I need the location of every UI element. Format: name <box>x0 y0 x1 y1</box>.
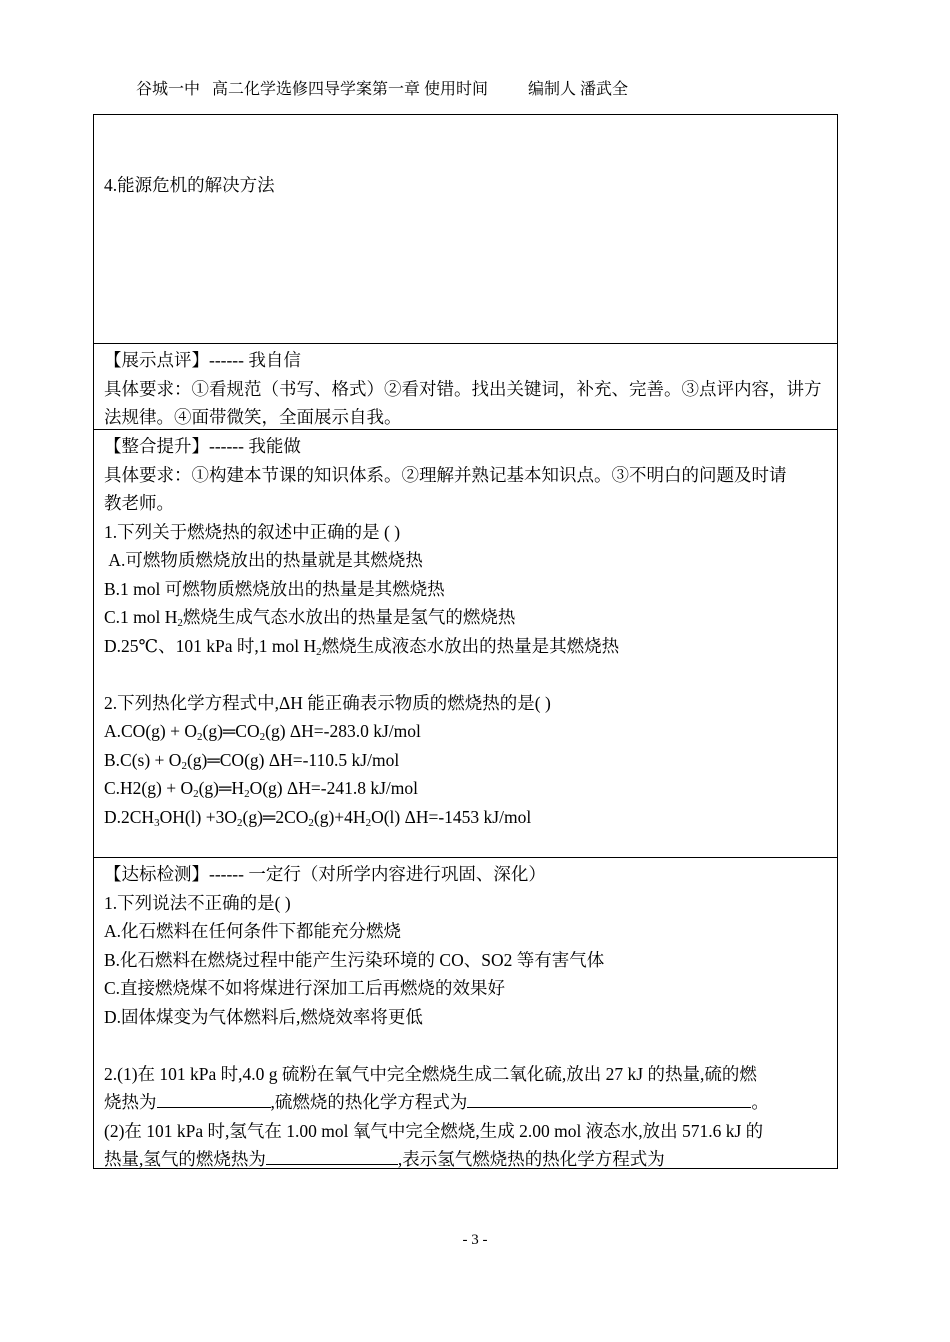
q1-option-d: D.25℃、101 kPa 时,1 mol $H_2$燃烧生成液态水放出的热量是其燃烧热 <box>104 635 620 658</box>
assess-q2-part2-line1: (2)在 101 kPa 时,氢气在 1.00 mol 氧气中完全燃烧,生成 2.00 mol 液态水,放出 571.6 kJ 的 <box>104 1120 764 1141</box>
integration-requirement-line1: 具体要求：①构建本节课的知识体系。②理解并熟记基本知识点。③不明白的问题及时请 <box>104 464 787 485</box>
page-header <box>136 76 628 99</box>
q2-stem: 2.下列热化学方程式中,ΔH 能正确表示物质的燃烧热的是( ) <box>104 692 551 713</box>
q1-option-a: A.可燃物质燃烧放出的热量就是其燃烧热 <box>108 550 423 570</box>
review-requirement-line1: 具体要求：①看规范（书写、格式）②看对错。找出关键词，补充、完善。③点评内容，讲方 <box>104 378 822 399</box>
page-number: - 3 - <box>462 1232 488 1248</box>
section-title-integration: 【整合提升】------ 我能做 <box>104 436 301 456</box>
cell-assessment <box>94 858 837 1168</box>
assess-q2-part2-line2: 热量,氢气的燃烧热为 ,表示氢气燃烧热的热化学方程式为 <box>104 1149 665 1169</box>
cell-presentation-review <box>94 344 837 430</box>
review-requirement-line2: 法规律。④面带微笑，全面展示自我。 <box>104 407 402 427</box>
assess-q1-option-b: B.化石燃料在燃烧过程中能产生污染环境的 CO、SO2 等有害气体 <box>104 949 605 970</box>
assess-q1-option-d: D.固体煤变为气体燃料后,燃烧效率将更低 <box>104 1006 423 1027</box>
q2-option-d: $D.2CH_3OH(l)$ $+3O_2(g)═2CO_2(g)+4H_2O(l)$ ΔH=-1453 kJ/mol <box>104 806 532 829</box>
q2-option-a: $A.CO(g) + O_2(g)═CO_2(g)$ ΔH=-283.0 kJ/mol <box>104 721 421 743</box>
integration-requirement-line2: 教老师。 <box>104 493 174 513</box>
header-school: 谷城一中 <box>136 81 201 98</box>
q1-option-b: B.1 mol 可燃物质燃烧放出的热量是其燃烧热 <box>104 578 445 599</box>
q2-option-b: $B.C(s) + O_2(g)═CO(g)$ ΔH=-110.5 kJ/mol <box>104 749 400 772</box>
q2-option-c: $C.H2(g) + O_2(g)═H_2O(g)$ ΔH=-241.8 kJ/mol <box>104 778 418 800</box>
cell-energy-crisis <box>94 115 837 344</box>
assess-q1-option-a: A.化石燃料在任何条件下都能充分燃烧 <box>104 921 402 941</box>
answer-blank-hydrogen-heat[interactable] <box>266 1148 398 1165</box>
answer-blank-sulfur-equation[interactable] <box>467 1091 751 1108</box>
item-4: 4.能源危机的解决方法 <box>104 175 275 195</box>
section-title-review: 【展示点评】------ 我自信 <box>104 350 301 370</box>
cell-integration <box>94 430 837 858</box>
assess-q2-part1-line2: 烧热为 ,硫燃烧的热化学方程式为 。 <box>104 1092 769 1112</box>
section-title-assessment: 【达标检测】------ 一定行（对所学内容进行巩固、深化） <box>104 864 546 884</box>
header-course: 高二化学选修四导学案第一章 使用时间 <box>212 81 489 98</box>
header-editor: 编制人 潘武全 <box>528 81 629 98</box>
assess-q1-stem: 1.下列说法不正确的是( ) <box>104 892 291 913</box>
assess-q1-option-c: C.直接燃烧煤不如将煤进行深加工后再燃烧的效果好 <box>104 978 506 998</box>
answer-blank-sulfur-heat[interactable] <box>157 1091 271 1108</box>
q1-option-c: C.1 mol $H_2$燃烧生成气态水放出的热量是氢气的燃烧热 <box>104 607 516 629</box>
q1-stem: 1.下列关于燃烧热的叙述中正确的是 ( ) <box>104 521 401 542</box>
worksheet-table <box>93 114 838 1169</box>
assess-q2-part1-line1: 2.(1)在 101 kPa 时,4.0 g 硫粉在氧气中完全燃烧生成二氧化硫,放出 27 kJ 的热量,硫的燃 <box>104 1063 757 1084</box>
